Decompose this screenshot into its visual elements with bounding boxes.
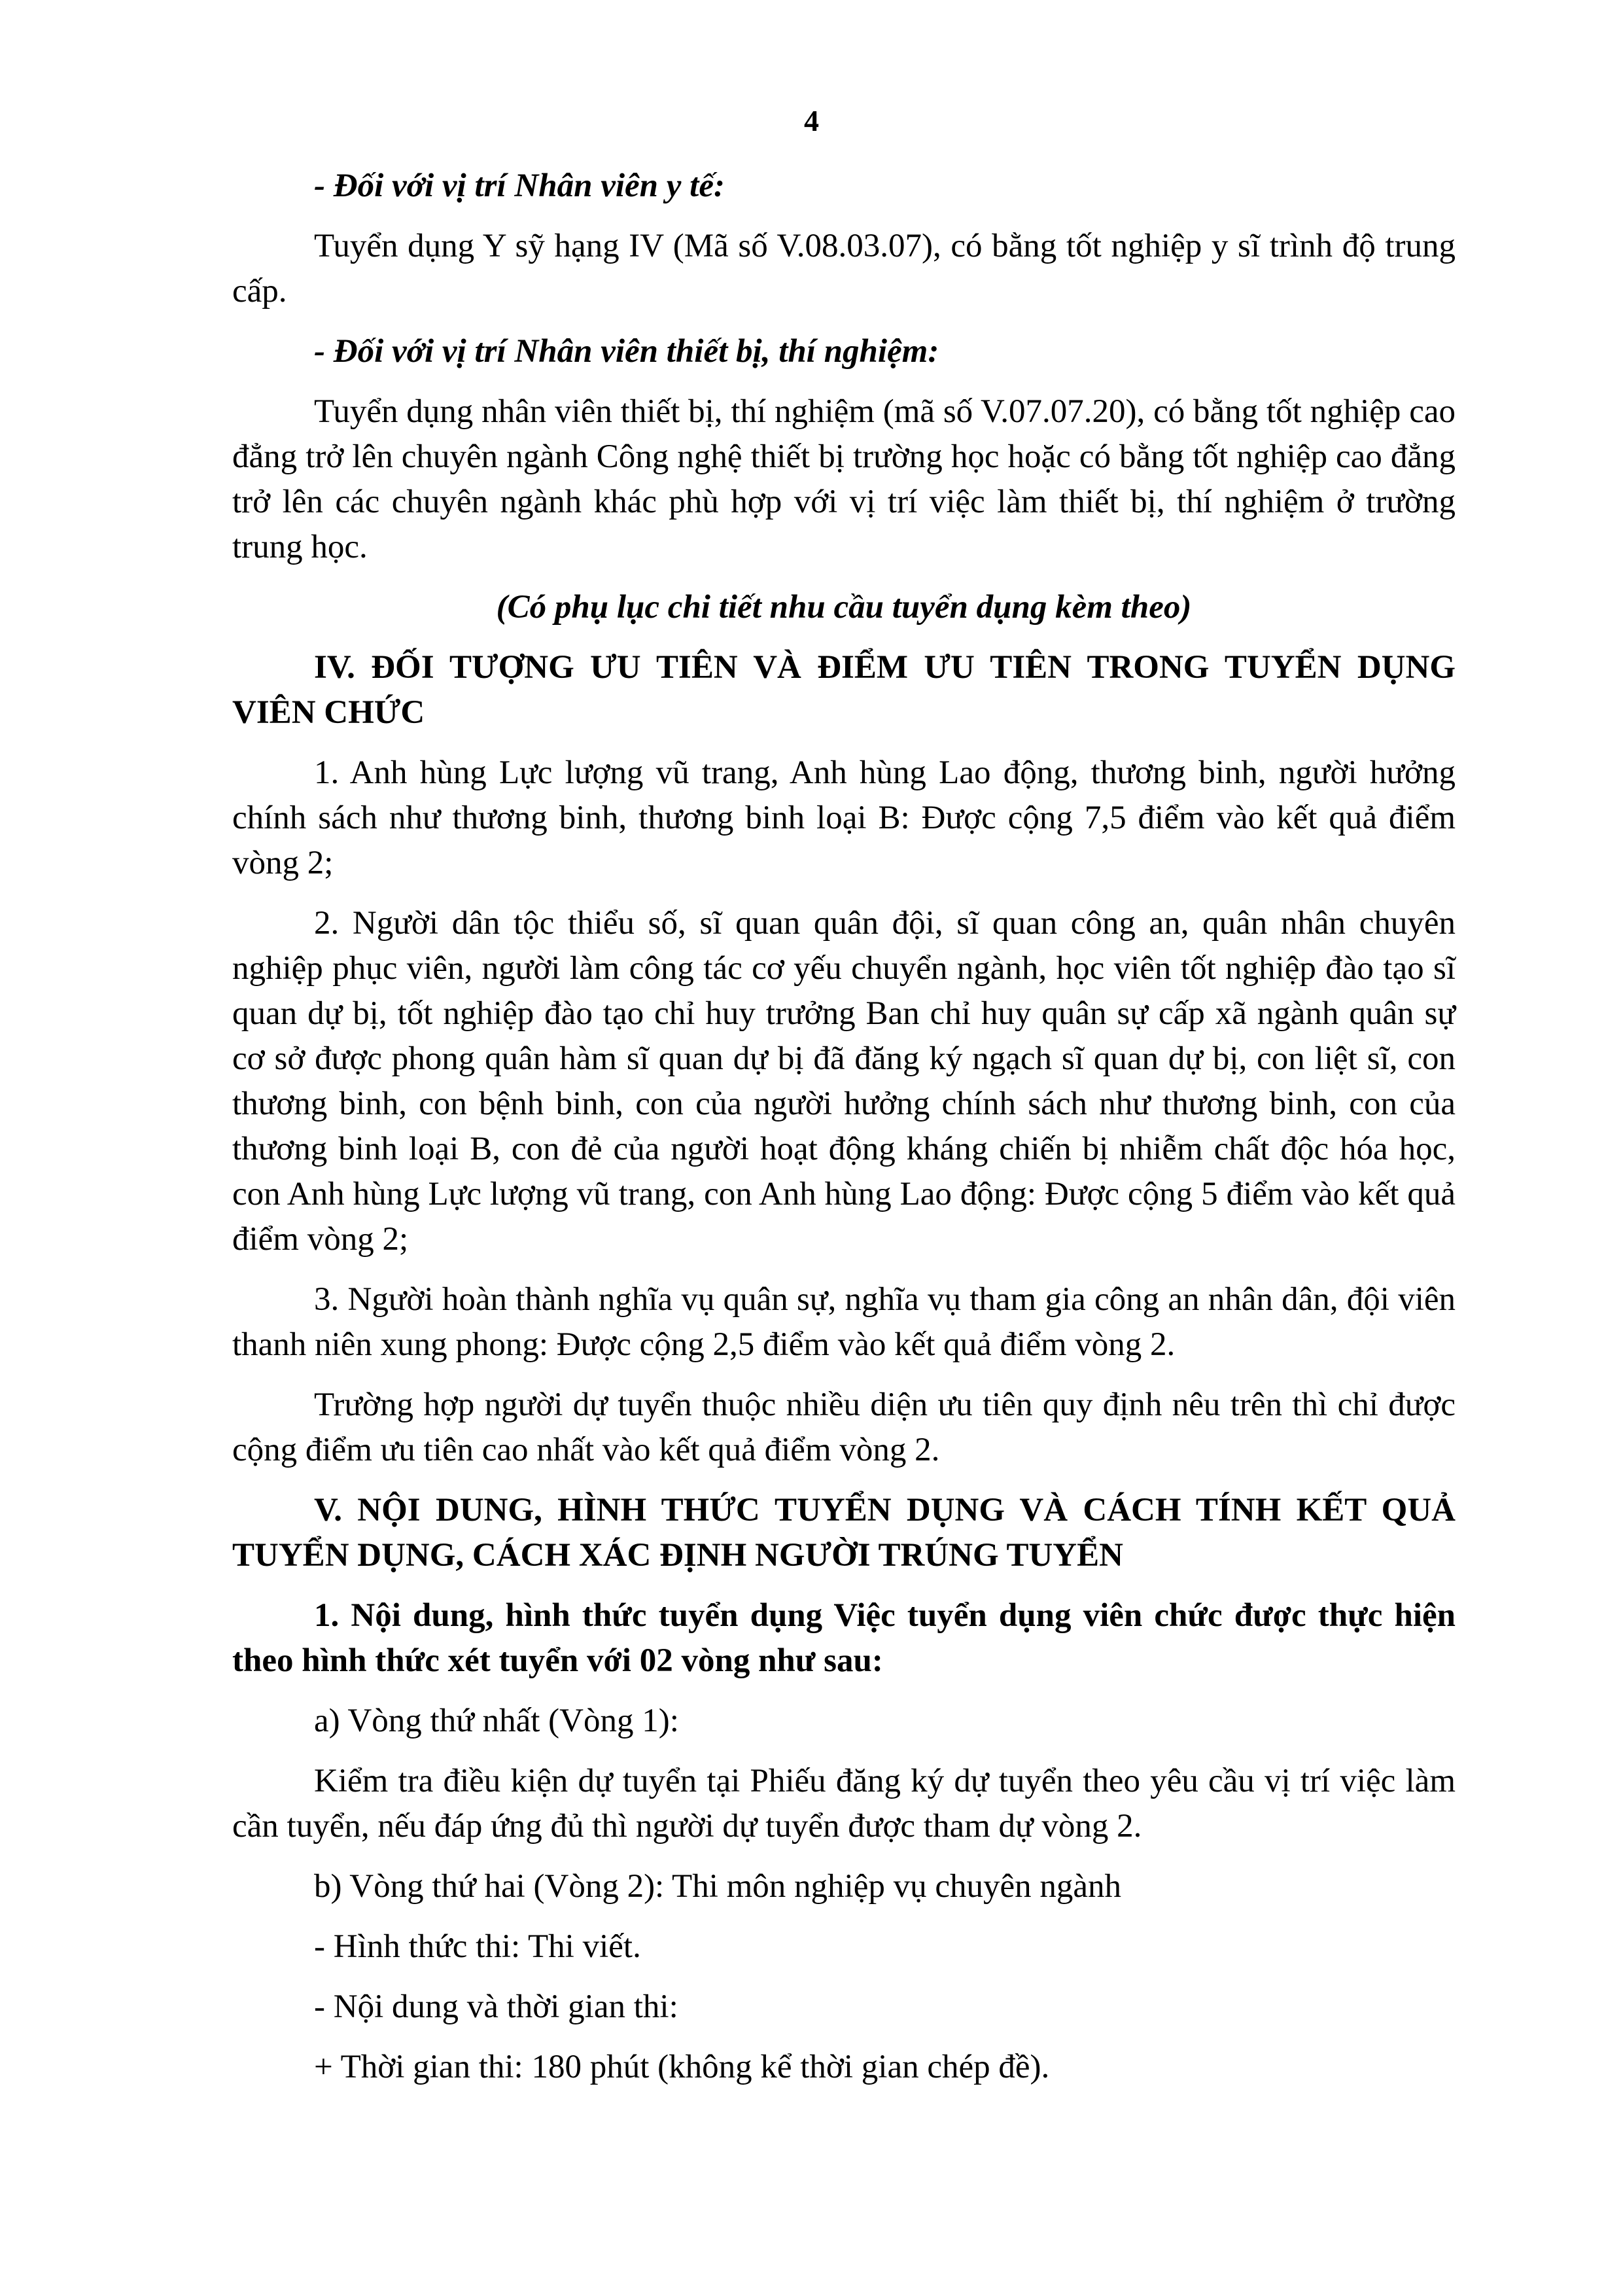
document-body [232,164,1456,2105]
page-number: 4 [804,104,819,137]
exam-duration: + Thời gian thi: 180 phút (không kể thời gian chép đề). [314,2049,1050,2085]
section-heading-iv: IV. ĐỐI TƯỢNG ƯU TIÊN VÀ ĐIỂM ƯU TIÊN TRONG TUYỂN DỤNG VIÊN CHỨC [232,649,1456,731]
heading-equipment-staff: - Đối với vị trí Nhân viên thiết bị, thí nghiệm: [314,333,939,370]
round-1-label: a) Vòng thứ nhất (Vòng 1): [314,1703,679,1739]
heading-medical-staff: - Đối với vị trí Nhân viên y tế: [314,168,725,204]
paragraph-equipment-staff: Tuyển dụng nhân viên thiết bị, thí nghiệm (mã số V.07.07.20), có bằng tốt nghiệp cao đẳng trở lên chuyên ngành Công nghệ thiết bị trường học hoặc có bằng tốt nghiệp cao đẳng trở lên các chuyên ngành khác phù hợp với vị trí việc làm thiết bị, thí nghiệm ở trường trung học. [232,393,1456,565]
appendix-note: (Có phụ lục chi tiết nhu cầu tuyển dụng kèm theo) [496,589,1192,626]
section-heading-v: V. NỘI DUNG, HÌNH THỨC TUYỂN DỤNG VÀ CÁCH TÍNH KẾT QUẢ TUYỂN DỤNG, CÁCH XÁC ĐỊNH NGƯỜI TRÚNG TUYỂN [232,1492,1456,1574]
priority-note: Trường hợp người dự tuyển thuộc nhiều diện ưu tiên quy định nêu trên thì chỉ được cộng điểm ưu tiên cao nhất vào kết quả điểm vòng 2. [232,1386,1456,1468]
priority-item-3: 3. Người hoàn thành nghĩa vụ quân sự, nghĩa vụ tham gia công an nhân dân, đội viên thanh niên xung phong: Được cộng 2,5 điểm vào kết quả điểm vòng 2. [232,1281,1456,1363]
round-1-description: Kiểm tra điều kiện dự tuyển tại Phiếu đăng ký dự tuyển theo yêu cầu vị trí việc làm cần tuyển, nếu đáp ứng đủ thì người dự tuyển được tham dự vòng 2. [232,1763,1456,1845]
priority-item-2: 2. Người dân tộc thiểu số, sĩ quan quân đội, sĩ quan công an, quân nhân chuyên nghiệp phục viên, người làm công tác cơ yếu chuyển ngành, học viên tốt nghiệp đào tạo sĩ quan dự bị, tốt nghiệp đào tạo chỉ huy trưởng Ban chỉ huy quân sự cấp xã ngành quân sự cơ sở được phong quân hàm sĩ quan dự bị đã đăng ký ngạch sĩ quan dự bị, con liệt sĩ, con thương binh, con bệnh binh, con của người hưởng chính sách như thương binh, con của thương binh loại B, con đẻ của người hoạt động kháng chiến bị nhiễm chất độc hóa học, con Anh hùng Lực lượng vũ trang, con Anh hùng Lao động: Được cộng 5 điểm vào kết quả điểm vòng 2; [232,905,1456,1258]
exam-form: - Hình thức thi: Thi viết. [314,1928,641,1965]
subheading-content-form: 1. Nội dung, hình thức tuyển dụng Việc tuyển dụng viên chức được thực hiện theo hình thức xét tuyển với 02 vòng như sau: [232,1597,1456,1679]
priority-item-1: 1. Anh hùng Lực lượng vũ trang, Anh hùng Lao động, thương binh, người hưởng chính sách như thương binh, thương binh loại B: Được cộng 7,5 điểm vào kết quả điểm vòng 2; [232,754,1456,881]
paragraph-medical-staff: Tuyển dụng Y sỹ hạng IV (Mã số V.08.03.07), có bằng tốt nghiệp y sĩ trình độ trung cấp. [232,228,1456,309]
exam-content-time: - Nội dung và thời gian thi: [314,1988,678,2025]
round-2-label: b) Vòng thứ hai (Vòng 2): Thi môn nghiệp vụ chuyên ngành [314,1868,1122,1905]
